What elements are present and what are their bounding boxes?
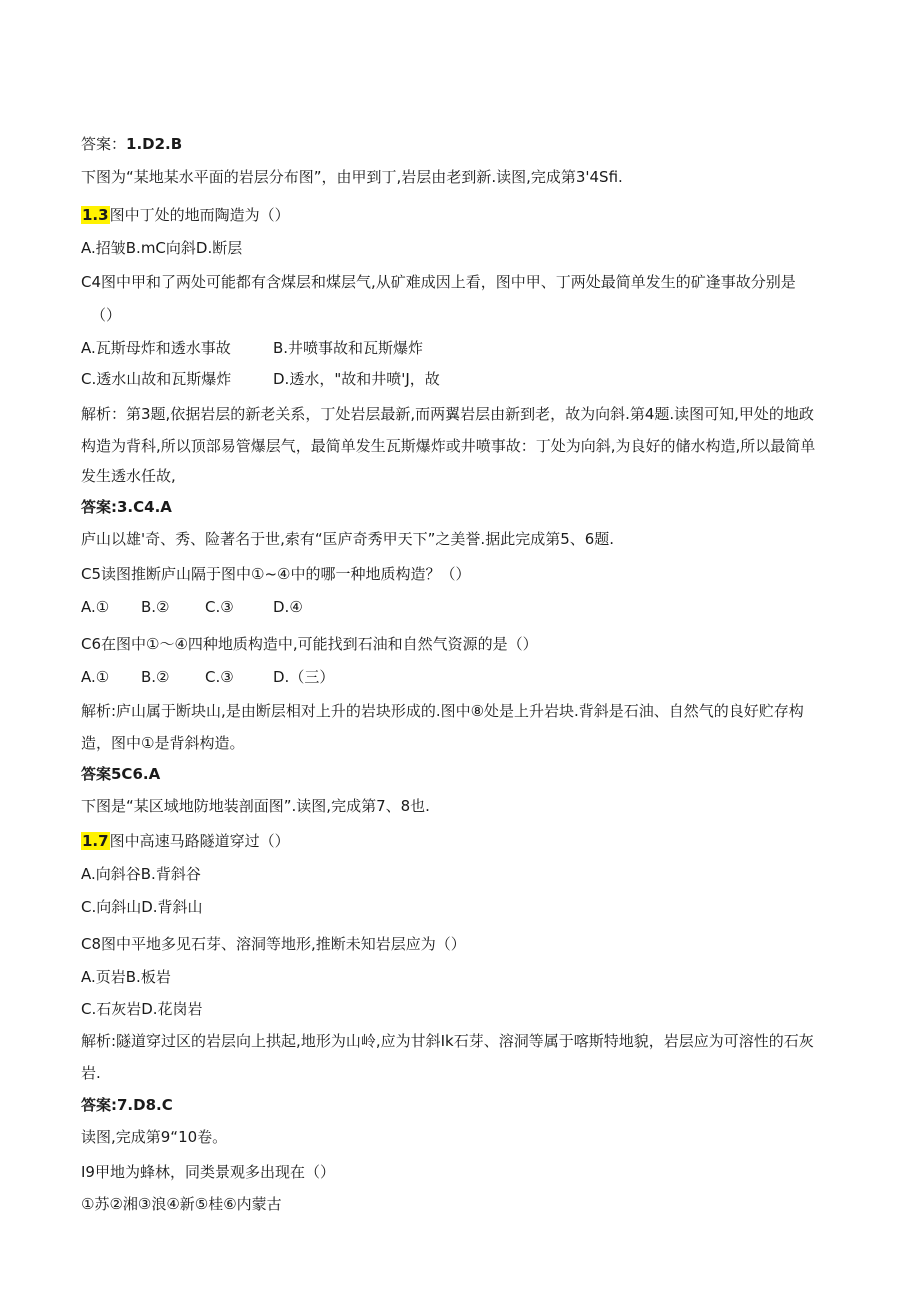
question-8-options-cd: C.石灰岩D.花岗岩 (81, 1000, 203, 1018)
option-c: C.③ (205, 598, 234, 616)
option-a: A.① (81, 598, 110, 616)
question-9: I9甲地为蜂林，同类景观多出现在（） (81, 1163, 335, 1181)
answer-line-5-6: 答案5C6.A (81, 765, 161, 783)
answer-line-3-4: 答案:3.C4.A (81, 498, 172, 516)
intro-questions-9-10: 读图,完成第9“10卷。 (81, 1128, 228, 1146)
option-d: D.（三） (273, 668, 335, 686)
question-number-highlight: 1.3 (82, 206, 109, 224)
question-4-options-ab (81, 338, 581, 358)
question-4-paren: （） (91, 306, 122, 324)
option-c: C.③ (205, 668, 234, 686)
option-b: B.② (141, 668, 170, 686)
question-3-options: A.招皱B.mC向斜D.断层 (81, 239, 243, 257)
intro-questions-3-4: 下图为“某地某水平面的岩层分布图”，由甲到丁,岩层由老到新.读图,完成第3'4Sfi. (81, 168, 623, 186)
analysis-3-4-line2: 构造为背科,所以顶部易管爆层气，最简单发生瓦斯爆炸或井喷事故：丁处为向斜,为良好的储水构造,所以最简单 (81, 437, 816, 455)
analysis-5-6-line1: 解析:庐山属于断块山,是由断层相对上升的岩块形成的.图中⑧处是上升岩块.背斜是石油、自然气的良好贮存构 (81, 702, 804, 720)
question-4-options-cd (81, 369, 581, 389)
answer-value: 1.D2.B (126, 135, 183, 153)
option-a: A.瓦斯母炸和透水事故 (81, 339, 231, 357)
question-8: C8图中平地多见石芽、溶洞等地形,推断未知岩层应为（） (81, 935, 466, 953)
question-number-highlight: 1.7 (82, 832, 109, 850)
intro-questions-5-6: 庐山以雄'奇、秀、险著名于世,索有“匡庐奇秀甲天下”之美誉.据此完成第5、6题. (81, 530, 615, 548)
intro-questions-7-8: 下图是“某区域地防地装剖面图”.读图,完成第7、8也. (81, 797, 430, 815)
option-d: D.④ (273, 598, 303, 616)
question-6: C6在图中①〜④四种地质构造中,可能找到石油和自然气资源的是（） (81, 635, 538, 653)
analysis-5-6-line2: 造，图中①是背斜构造。 (81, 734, 245, 752)
analysis-7-8-line1: 解析:隧道穿过区的岩层向上拱起,地形为山岭,应为甘斜Ik石芽、溶洞等属于喀斯特地貌，岩层应为可溶性的石灰 (81, 1032, 814, 1050)
question-text: 图中高速马路隧道穿过（） (109, 832, 290, 850)
question-8-options-ab: A.页岩B.板岩 (81, 968, 171, 986)
question-5: C5读图推断庐山隔于图中①~④中的哪一种地质构造？（） (81, 565, 471, 583)
answer-line-1-2 (81, 134, 182, 154)
answer-line-7-8: 答案:7.D8.C (81, 1096, 173, 1114)
question-7-options-cd: C.向斜山D.背斜山 (81, 898, 203, 916)
option-b: B.② (141, 598, 170, 616)
question-7-options-ab: A.向斜谷B.背斜谷 (81, 865, 201, 883)
answer-label: 答案： (81, 135, 127, 153)
question-text: 图中丁处的地而陶造为（） (109, 206, 290, 224)
option-b: B.井喷事故和瓦斯爆炸 (273, 339, 424, 357)
analysis-3-4-line1: 解析：第3题,依据岩层的新老关系，丁处岩层最新,而两翼岩层由新到老，故为向斜.第4题.读图可知,甲处的地政 (81, 405, 814, 423)
question-3 (81, 205, 290, 225)
analysis-7-8-line2: 岩. (81, 1064, 101, 1082)
question-7 (81, 831, 290, 851)
question-9-choices: ①苏②湘③浪④新⑤桂⑥内蒙古 (81, 1195, 282, 1213)
option-c: C.透水山故和瓦斯爆炸 (81, 370, 232, 388)
question-4: C4图中甲和了两处可能都有含煤层和煤层气,从矿难成因上看，图中甲、丁两处最简单发生的矿逢事故分别是 (81, 273, 796, 291)
analysis-3-4-line3: 发生透水任故, (81, 467, 176, 485)
option-d: D.透水，"故和井喷'J，故 (273, 370, 440, 388)
option-a: A.① (81, 668, 110, 686)
